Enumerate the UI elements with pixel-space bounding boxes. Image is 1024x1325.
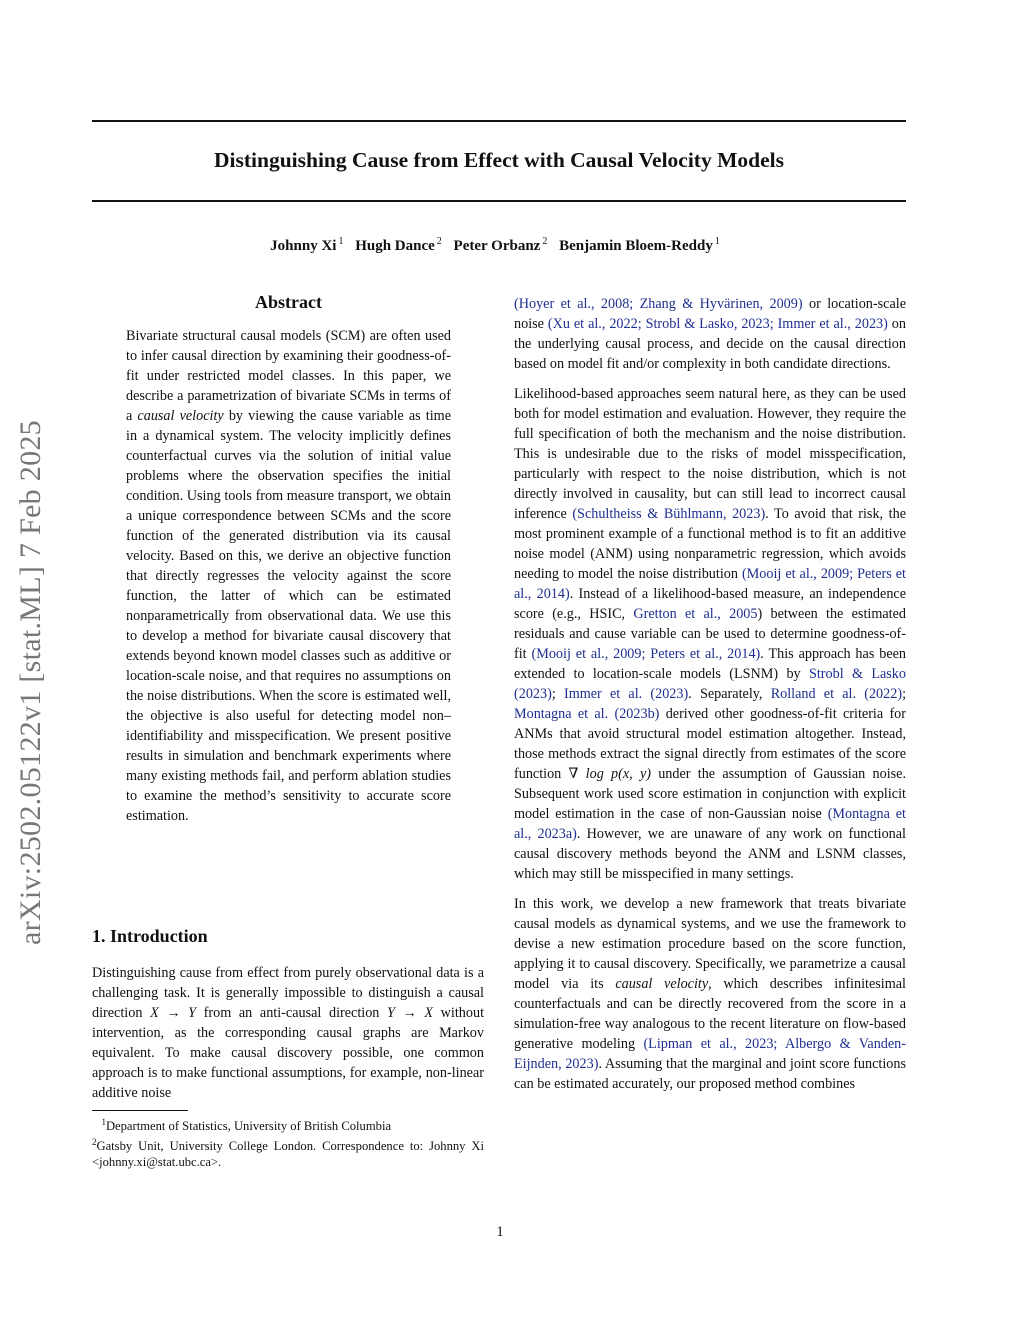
emphasis: causal velocity [615,976,709,992]
footnote-marker: 2 [92,1137,97,1148]
citation-link[interactable]: (Mooij et al., 2009; Peters et al., 2014) [514,566,906,602]
citation-link[interactable]: (Lipman et al., 2023; Albergo & Vanden-Eijnden, 2023) [514,1036,907,1072]
body-text: or location-scale noise [514,296,906,332]
body-text: ) between the estimated residuals and cause variable can be used to determine goodness-of-fit [514,606,906,662]
page-number: 1 [496,1224,504,1240]
introduction-body [92,963,484,1103]
author-name: Benjamin Bloem-Reddy [559,238,713,254]
citation-link[interactable]: Montagna et al. (2023b) [514,706,660,722]
citation-link[interactable]: (Xu et al., 2022; Strobl & Lasko, 2023; Immer et al., 2023) [547,316,888,332]
math-inline: ∇ log p(x, y) [568,766,651,782]
body-text: derived other goodness-of-fit criteria for ANMs that avoid structural model estimation altogether. Instead, those methods extract the signal directly from estimates of the score function [514,706,906,782]
author-name: Hugh Dance [355,238,435,254]
arxiv-stamp: arXiv:2502.05122v1 [stat.ML] 7 Feb 2025 [14,420,47,945]
body-text: In this work, we develop a new framework that treats bivariate causal models as dynamical systems, and we use the framework to devise a new estimation procedure based on the score function, applying it to causal discovery. Specifically, we parametrize a causal model via its [514,896,906,992]
footnote-rule [92,1110,188,1111]
paragraph [514,384,906,884]
intro-text: without intervention, as the corresponding causal graphs are Markov equivalent. To make causal discovery possible, one common approach is to make functional assumptions, for example, non-linear additive noise [92,1005,485,1101]
title-rule-top [92,120,906,122]
citation-link[interactable]: Rolland et al. (2022) [770,686,903,702]
footnote-1: Department of Statistics, University of British Columbia [105,1119,392,1134]
abstract-text: by viewing the cause variable as time in a dynamical system. The velocity implicitly defines counterfactual curves via the solution of initial value problems where the observation specifies the initial condition. Using tools from measure transport, we obtain a unique correspondence between SCMs and the score function of the generated distribution via its causal velocity. Based on this, we derive an objective function that directly regresses the velocity against the score function, the latter of which can be estimated nonparametrically from observational data. We use this to develop a method for bivariate causal discovery that extends beyond known model classes such as additive or location-scale noise, and that requires no assumptions on the noise distributions. When the score is estimated well, the objective is also useful for detecting model non–identifiability and misspecification. We present positive results in simulation and benchmark experiments where many existing methods fail, and perform ablation studies to examine the method’s sensitivity to accurate score estimation. [126,408,451,824]
author-affiliation: 2 [436,236,442,247]
citation-link[interactable]: (Schultheiss & Bühlmann, 2023) [572,506,766,522]
abstract-heading: Abstract [255,292,322,312]
citation-link[interactable]: Immer et al. (2023) [563,686,689,702]
body-text: . Assuming that the marginal and joint score functions can be estimated accurately, our proposed method combines [514,1056,906,1092]
author-affiliation: 1 [714,236,720,247]
body-text: under the assumption of Gaussian noise. Subsequent work used score estimation in conjunction with explicit model estimation in the case of non-Gaussian noise [514,766,906,822]
body-text: ; [902,686,907,702]
body-text: . Instead of a likelihood-based measure, an independence score (e.g., HSIC, [514,586,907,622]
title-rule-bottom [92,200,906,202]
body-text: on the underlying causal process, and decide on the causal direction based on model fit and/or complexity in both candidate directions. [514,316,906,372]
footnotes [92,1114,484,1170]
author-list [92,236,906,255]
citation-link[interactable]: (Mooij et al., 2009; Peters et al., 2014) [531,646,761,662]
paper-title: Distinguishing Cause from Effect with Causal Velocity Models [214,148,784,172]
abstract-body [126,326,451,826]
paragraph [514,894,906,1094]
author-affiliation: 2 [542,236,548,247]
citation-link[interactable]: Gretton et al., 2005 [633,606,758,622]
section-heading-introduction: 1. Introduction [92,926,208,946]
author-name: Peter Orbanz [453,238,541,254]
body-text: ; [551,686,564,702]
footnote-2: Gatsby Unit, University College London. Correspondence to: Johnny Xi <johnny.xi@stat.ubc.ca>. [92,1139,484,1170]
author-affiliation: 1 [338,236,344,247]
abstract-text: Bivariate structural causal models (SCM) are often used to infer causal direction by examining their goodness-of-fit under restricted model classes. In this paper, we describe a parametrization of bivariate SCMs in terms of a [126,328,451,424]
body-text: . Separately, [688,686,771,702]
citation-link[interactable]: Strobl & Lasko (2023) [514,666,906,702]
body-text: , which describes infinitesimal counterfactuals and can be directly recovered from the score in a simulation-free way analogous to the recent literature on flow-based generative modeling [514,976,906,1052]
author-name: Johnny Xi [270,238,337,254]
citation-link[interactable]: (Hoyer et al., 2008; Zhang & Hyvärinen, 2009) [514,296,803,312]
body-text: . This approach has been extended to location-scale models (LSNM) by [514,646,907,682]
paragraph [514,294,906,374]
math-inline: Y → X [387,1005,434,1021]
body-text: . To avoid that risk, the most prominent example of a functional method is to fit an additive noise model (ANM) using nonparametric regression, which avoids needing to model the noise distribution [514,506,906,582]
footnote-marker: 1 [101,1117,106,1127]
intro-text: from an anti-causal direction [196,1005,388,1021]
right-column [514,294,906,1094]
body-text: Likelihood-based approaches seem natural here, as they can be used both for model estimation and evaluation. However, they require the full specification of both the mechanism and the noise distribution. This is undesirable due to the risks of model misspecification, particularly with respect to the noise distribution, which is not directly involved in causality, but can still lead to incorrect causal inference [514,386,906,522]
intro-text: Distinguishing cause from effect from purely observational data is a challenging task. It is generally impossible to distinguish a causal direction [92,965,484,1021]
body-text: . However, we are unaware of any work on functional causal discovery methods beyond the ANM and LSNM classes, which may still be misspecified in many settings. [514,826,906,882]
math-inline: X → Y [150,1005,197,1021]
abstract-emphasis: causal velocity [137,408,224,424]
citation-link[interactable]: (Montagna et al., 2023a) [514,806,906,842]
